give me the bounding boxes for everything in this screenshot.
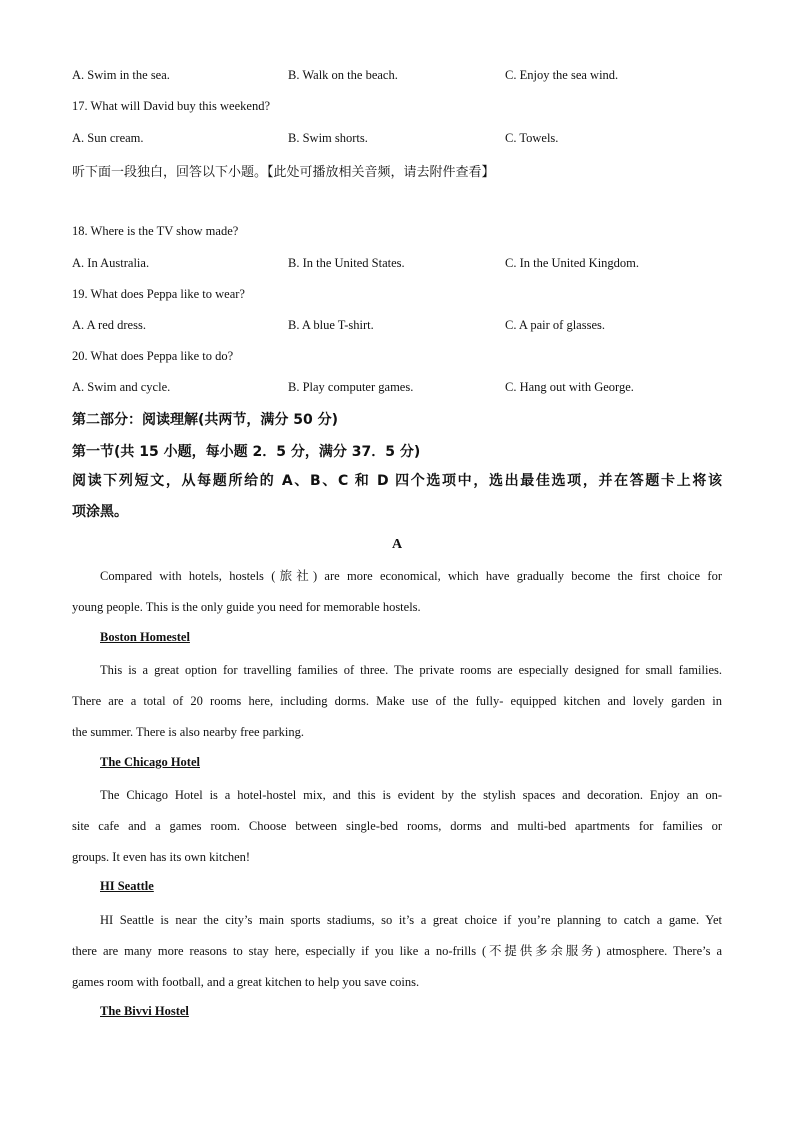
hostel-paragraph-boston (72, 661, 722, 754)
q18-option-c: C. In the United Kingdom. (505, 256, 640, 270)
q20-options (72, 380, 722, 398)
q16-option-a: A. Swim in the sea. (72, 68, 170, 82)
q19-option-a: A. A red dress. (72, 318, 146, 332)
chicago-line-3: groups. It even has its own kitchen! (72, 850, 251, 864)
boston-line-1: This is a great option for travelling families of three. The private rooms are especially designed for small families. (100, 663, 722, 677)
hostel-heading-chicago: The Chicago Hotel (100, 755, 200, 769)
monologue-instruction: 听下面一段独白，回答以下小题。【此处可播放相关音频，请去附件查看】 (72, 165, 495, 180)
q17-options (72, 131, 722, 149)
reading-instruction-line1: 阅读下列短文，从每题所给的 A、B、C 和 D 四个选项中，选出最佳选项，并在答题卡上将该 (72, 473, 722, 489)
seattle-line-2: there are many more reasons to stay here, especially if you like a no-frills (不提供多余服务) atmosphere. There’s a (72, 944, 722, 958)
q19-options (72, 318, 722, 336)
q17-option-b: B. Swim shorts. (288, 131, 368, 145)
intro-paragraph (72, 567, 722, 629)
hostel-heading-bivvi: The Bivvi Hostel (100, 1004, 189, 1018)
intro-line-1: Compared with hotels, hostels (旅社) are more economical, which have gradually become the first choice for (100, 569, 722, 583)
q17-option-a: A. Sun cream. (72, 131, 144, 145)
part2-title: 第二部分：阅读理解(共两节，满分 50 分) (72, 412, 339, 428)
q20-option-c: C. Hang out with George. (505, 380, 634, 394)
q18-option-a: A. In Australia. (72, 256, 150, 270)
seattle-line-1: HI Seattle is near the city’s main sports stadiums, so it’s a great choice if you’re planning to catch a game. Yet (100, 913, 722, 927)
q16-option-c: C. Enjoy the sea wind. (505, 68, 619, 82)
hostel-heading-boston: Boston Homestel (100, 630, 190, 644)
q20-question: 20. What does Peppa like to do? (72, 349, 234, 363)
q17-option-c: C. Towels. (505, 131, 559, 145)
passage-label: A (391, 537, 403, 552)
seattle-line-3: games room with football, and a great kitchen to help you save coins. (72, 975, 420, 989)
q19-question: 19. What does Peppa like to wear? (72, 287, 245, 301)
q19-option-b: B. A blue T-shirt. (288, 318, 374, 332)
boston-line-2: There are a total of 20 rooms here, including dorms. Make use of the fully- equipped kitchen and lovely garden in (72, 694, 722, 708)
q18-option-b: B. In the United States. (288, 256, 405, 270)
q18-question: 18. Where is the TV show made? (72, 224, 239, 238)
q20-option-b: B. Play computer games. (288, 380, 414, 394)
chicago-line-2: site cafe and a games room. Choose between single-bed rooms, dorms and multi-bed apartments for families or (72, 819, 722, 833)
intro-line-2: young people. This is the only guide you need for memorable hostels. (72, 600, 421, 614)
boston-line-3: the summer. There is also nearby free parking. (72, 725, 304, 739)
q17-question: 17. What will David buy this weekend? (72, 99, 270, 113)
q16-options (72, 68, 722, 86)
reading-instruction (72, 471, 722, 533)
chicago-line-1: The Chicago Hotel is a hotel-hostel mix, and this is evident by the stylish spaces and decoration. Enjoy an on- (100, 788, 722, 802)
reading-instruction-line2: 项涂黑。 (72, 504, 128, 520)
q20-option-a: A. Swim and cycle. (72, 380, 171, 394)
q19-option-c: C. A pair of glasses. (505, 318, 605, 332)
q18-options (72, 256, 722, 274)
q16-option-b: B. Walk on the beach. (288, 68, 398, 82)
hostel-paragraph-seattle (72, 911, 722, 1004)
section1-title: 第一节(共 15 小题，每小题 2．5 分，满分 37．5 分) (72, 444, 421, 460)
hostel-paragraph-chicago (72, 786, 722, 879)
hostel-heading-seattle: HI Seattle (100, 879, 154, 893)
